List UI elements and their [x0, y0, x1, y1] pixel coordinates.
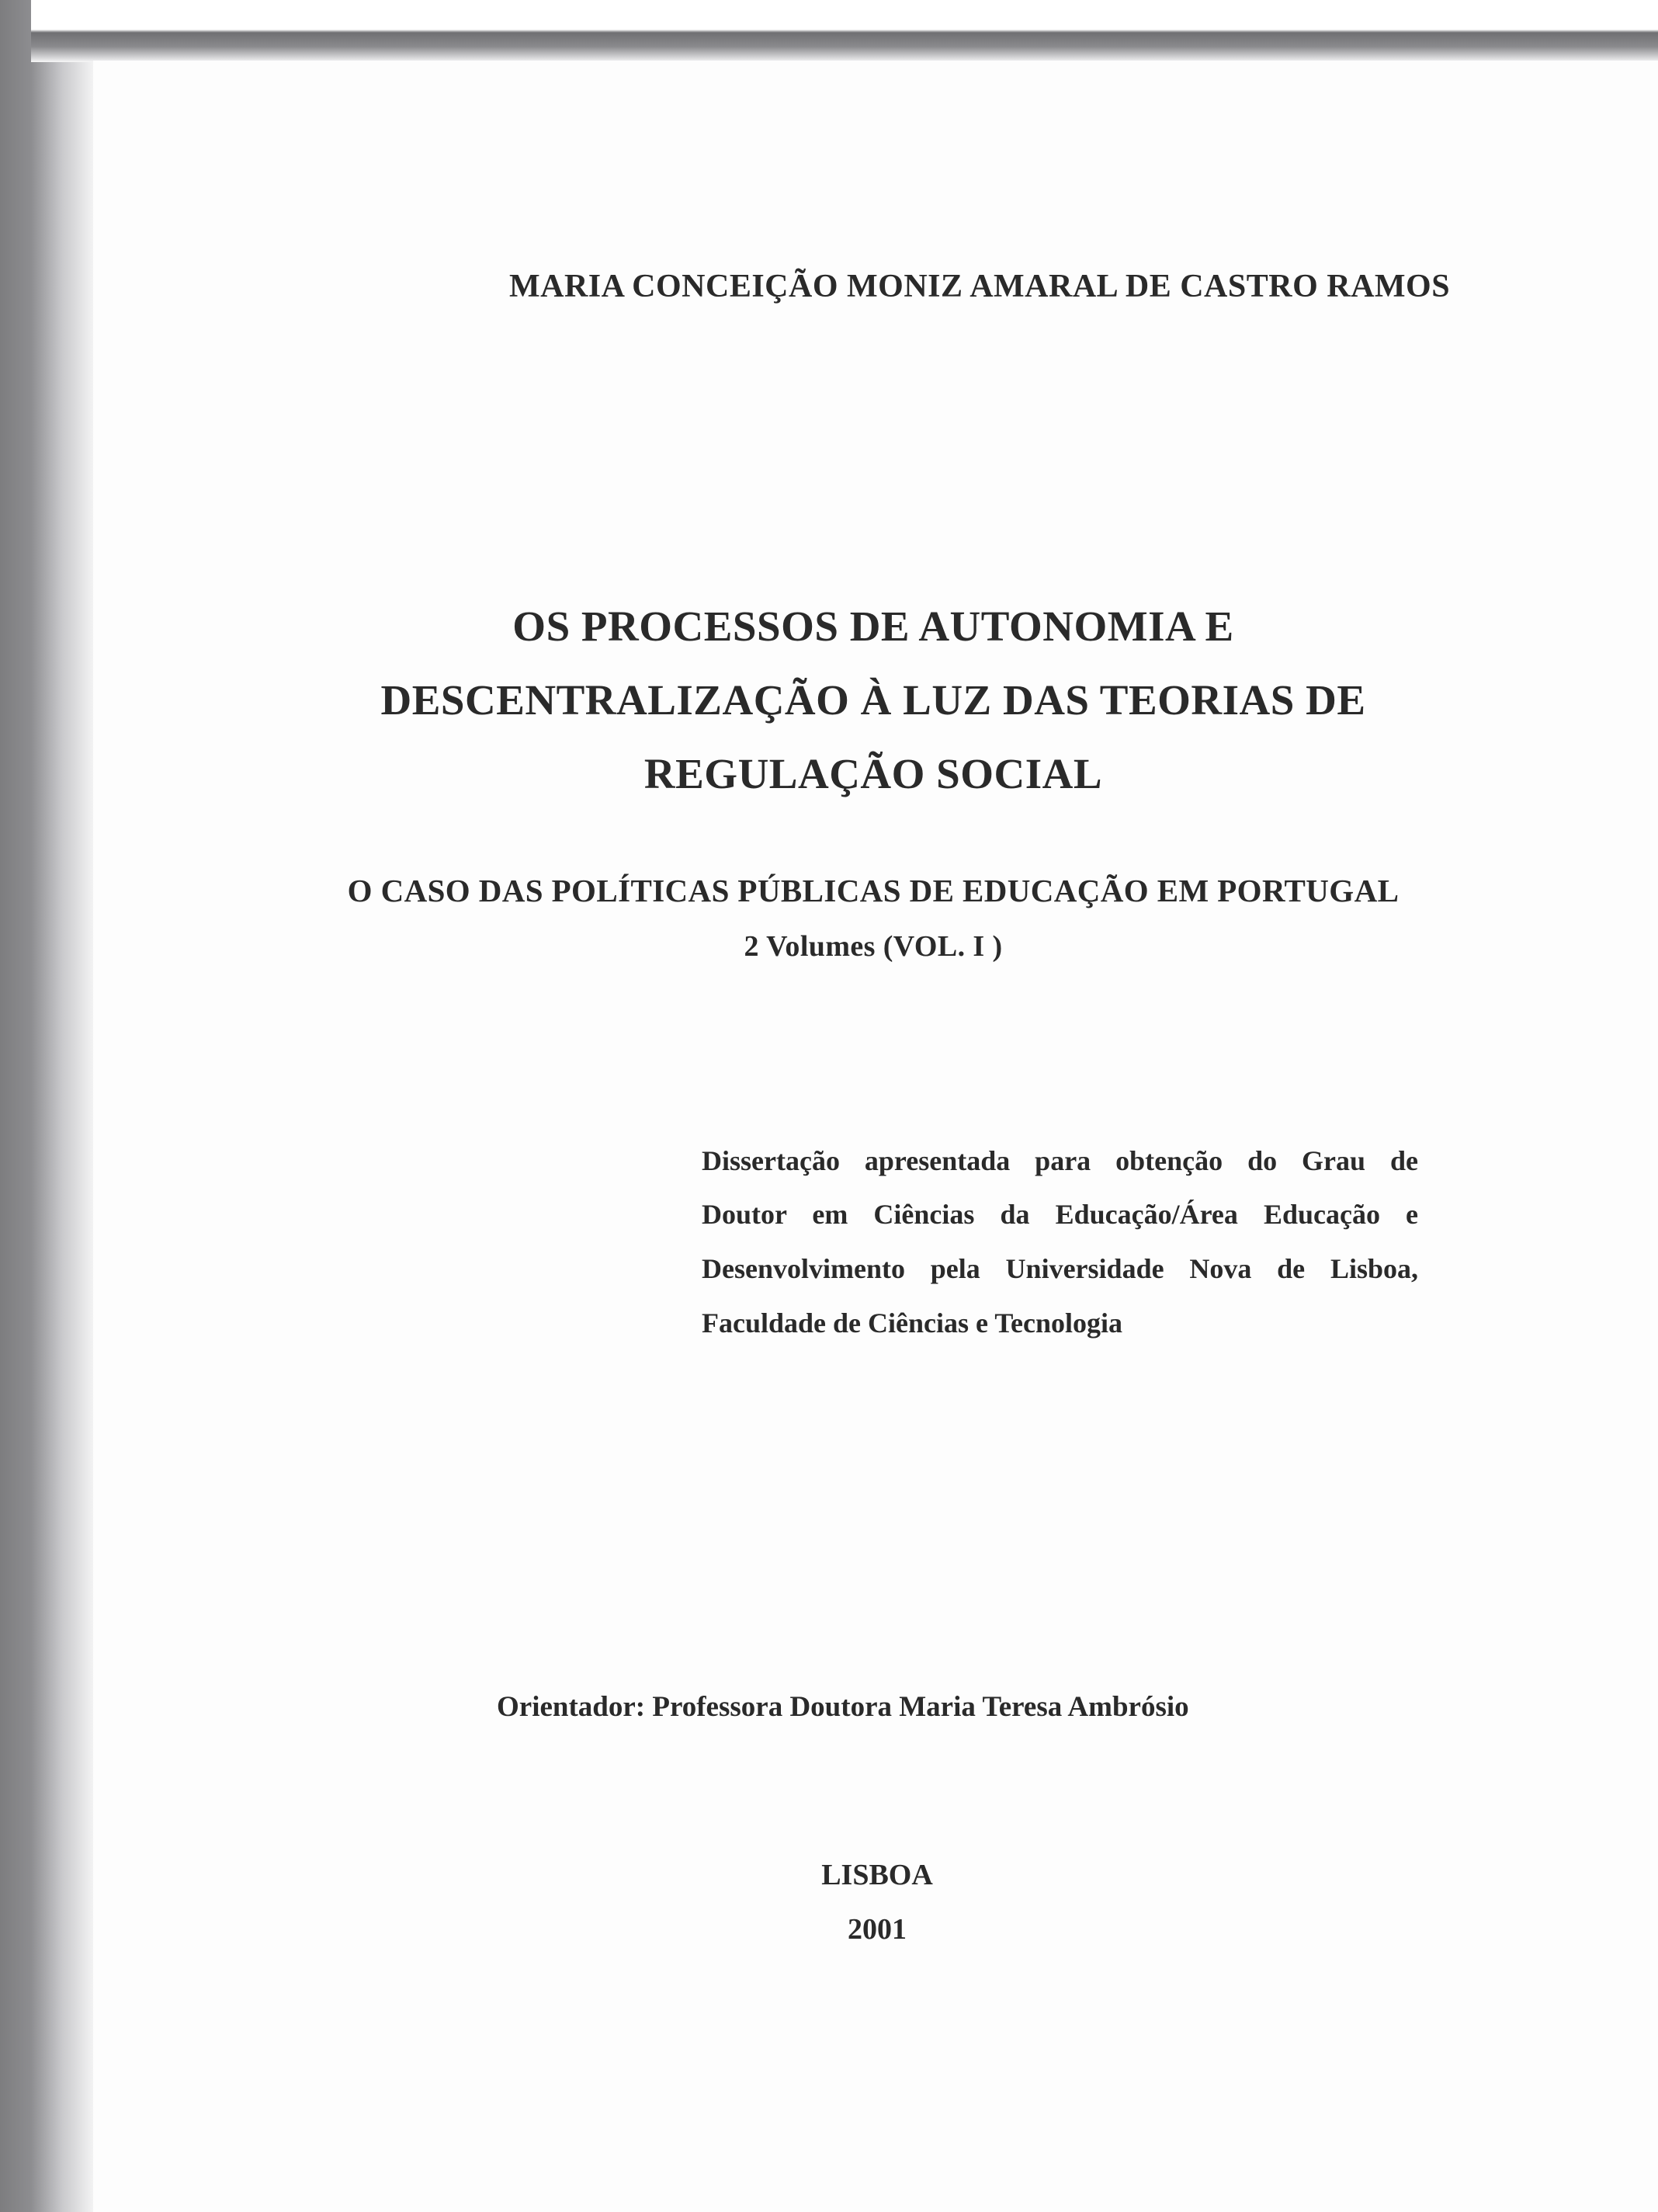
scan-shadow-left: [0, 0, 101, 2212]
title-line-2: DESCENTRALIZAÇÃO À LUZ DAS TEORIAS DE: [380, 676, 1366, 724]
advisor-line: Orientador: Professora Doutora Maria Teresa Ambrósio: [497, 1691, 1189, 1723]
city: LISBOA: [821, 1859, 933, 1891]
year: 2001: [848, 1913, 907, 1946]
dissertation-line-2: Doutor em Ciências da Educação/Área Educação e: [702, 1199, 1418, 1230]
volume-info: 2 Volumes (VOL. I ): [744, 930, 1003, 963]
dissertation-line-4: Faculdade de Ciências e Tecnologia: [702, 1307, 1123, 1339]
title-line-1: OS PROCESSOS DE AUTONOMIA E: [512, 602, 1234, 650]
dissertation-line-3: Desenvolvimento pela Universidade Nova de Lisboa,: [702, 1253, 1418, 1284]
dissertation-line-1: Dissertação apresentada para obtenção do Grau de: [702, 1145, 1418, 1176]
scan-shadow-top: [31, 0, 1658, 62]
title-line-3: REGULAÇÃO SOCIAL: [643, 750, 1103, 797]
subtitle: O CASO DAS POLÍTICAS PÚBLICAS DE EDUCAÇÃO EM PORTUGAL: [347, 873, 1400, 908]
author-name: MARIA CONCEIÇÃO MONIZ AMARAL DE CASTRO RAMOS: [509, 269, 1451, 304]
